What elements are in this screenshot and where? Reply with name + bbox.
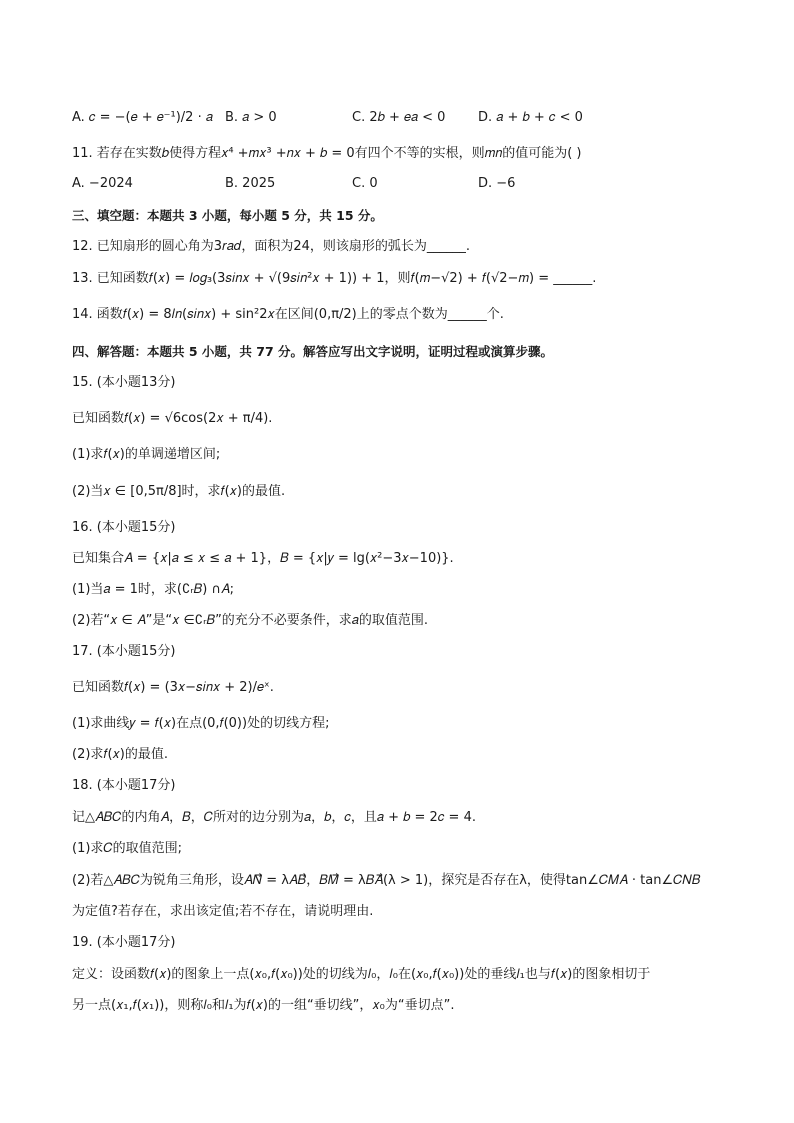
q15-part1: (1)求𝑓(𝑥)的单调递增区间; — [72, 447, 221, 462]
q19-stem-line1: 定义：设函数𝑓(𝑥)的图象上一点(𝑥₀,𝑓(𝑥₀))处的切线为𝑙₀，𝑙₀在(𝑥₀,𝑓(𝑥₀))处的垂线𝑙₁也与𝑓(𝑥)的图象相切于 — [72, 967, 651, 982]
q15-header: 15. (本小题13分) — [72, 375, 176, 390]
q15-stem: 已知函数𝑓(𝑥) = √6cos(2𝑥 + π/4). — [72, 411, 273, 426]
q11-option-c: C. 0 — [352, 176, 378, 191]
q11-option-d: D. −6 — [478, 176, 516, 191]
q18-part2: (2)若△𝐴𝐵𝐶为锐角三角形，设𝐴𝑁⃗ = λ𝐴𝐵⃗，𝐵𝑀⃗ = λ𝐵𝐴⃗(λ > 1)，探究是否存在λ，使得tan∠𝐶𝑀𝐴 · tan∠𝐶𝑁𝐵 — [72, 873, 701, 888]
q10-option-a: A. 𝑐 = −(𝑒 + 𝑒⁻¹)/2 · 𝑎 — [72, 110, 213, 125]
q15-part2: (2)当𝑥 ∈ [0,5π/8]时，求𝑓(𝑥)的最值. — [72, 484, 286, 499]
q10-option-c: C. 2𝑏 + 𝑒𝑎 < 0 — [352, 110, 446, 125]
q16-part1: (1)当𝑎 = 1时，求(∁ᵣ𝐵) ∩𝐴; — [72, 582, 234, 597]
q11-option-b: B. 2025 — [225, 176, 276, 191]
q18-header: 18. (本小题17分) — [72, 778, 176, 793]
q11-stem: 11. 若存在实数𝑏使得方程𝑥⁴ +𝑚𝑥³ +𝑛𝑥 + 𝑏 = 0有四个不等的实根，则𝑚𝑛的值可能为( ) — [72, 146, 582, 161]
q16-header: 16. (本小题15分) — [72, 520, 176, 535]
q12-stem: 12. 已知扇形的圆心角为3𝑟𝑎𝑑，面积为24，则该扇形的弧长为______. — [72, 239, 470, 254]
q16-stem: 已知集合𝐴 = {𝑥|𝑎 ≤ 𝑥 ≤ 𝑎 + 1}，𝐵 = {𝑥|𝑦 = lg(𝑥²−3𝑥−10)}. — [72, 551, 454, 566]
section-fill-in-title: 三、填空题：本题共 3 小题，每小题 5 分，共 15 分。 — [72, 208, 383, 223]
section-answer-title: 四、解答题：本题共 5 小题，共 77 分。解答应写出文字说明，证明过程或演算步骤。 — [72, 344, 554, 359]
q16-part2: (2)若“𝑥 ∈ 𝐴”是“𝑥 ∈∁ᵣ𝐵”的充分不必要条件，求𝑎的取值范围. — [72, 613, 428, 628]
q14-stem: 14. 函数𝑓(𝑥) = 8𝑙𝑛(𝑠𝑖𝑛𝑥) + sin²2𝑥在区间(0,π/2)上的零点个数为______个. — [72, 307, 504, 322]
q13-stem: 13. 已知函数𝑓(𝑥) = 𝑙𝑜𝑔₃(3𝑠𝑖𝑛𝑥 + √(9𝑠𝑖𝑛²𝑥 + 1)) + 1，则𝑓(𝑚−√2) + 𝑓(√2−𝑚) = ______. — [72, 271, 597, 286]
q17-stem: 已知函数𝑓(𝑥) = (3𝑥−𝑠𝑖𝑛𝑥 + 2)/𝑒ˣ. — [72, 680, 274, 695]
q17-part2: (2)求𝑓(𝑥)的最值. — [72, 747, 168, 762]
q18-part2-cont: 为定值?若存在，求出该定值;若不存在，请说明理由. — [72, 904, 374, 919]
q19-stem-line2: 另一点(𝑥₁,𝑓(𝑥₁))，则称𝑙₀和𝑙₁为𝑓(𝑥)的一组“垂切线”，𝑥₀为“垂切点”. — [72, 998, 455, 1013]
q10-option-b: B. 𝑎 > 0 — [225, 110, 277, 125]
q17-header: 17. (本小题15分) — [72, 644, 176, 659]
q18-stem: 记△𝐴𝐵𝐶的内角𝐴，𝐵，𝐶所对的边分别为𝑎，𝑏，𝑐，且𝑎 + 𝑏 = 2𝑐 = 4. — [72, 810, 476, 825]
q11-option-a: A. −2024 — [72, 176, 133, 191]
q19-header: 19. (本小题17分) — [72, 935, 176, 950]
q17-part1: (1)求曲线𝑦 = 𝑓(𝑥)在点(0,𝑓(0))处的切线方程; — [72, 716, 330, 731]
q18-part1: (1)求𝐶的取值范围; — [72, 841, 183, 856]
q10-option-d: D. 𝑎 + 𝑏 + 𝑐 < 0 — [478, 110, 583, 125]
